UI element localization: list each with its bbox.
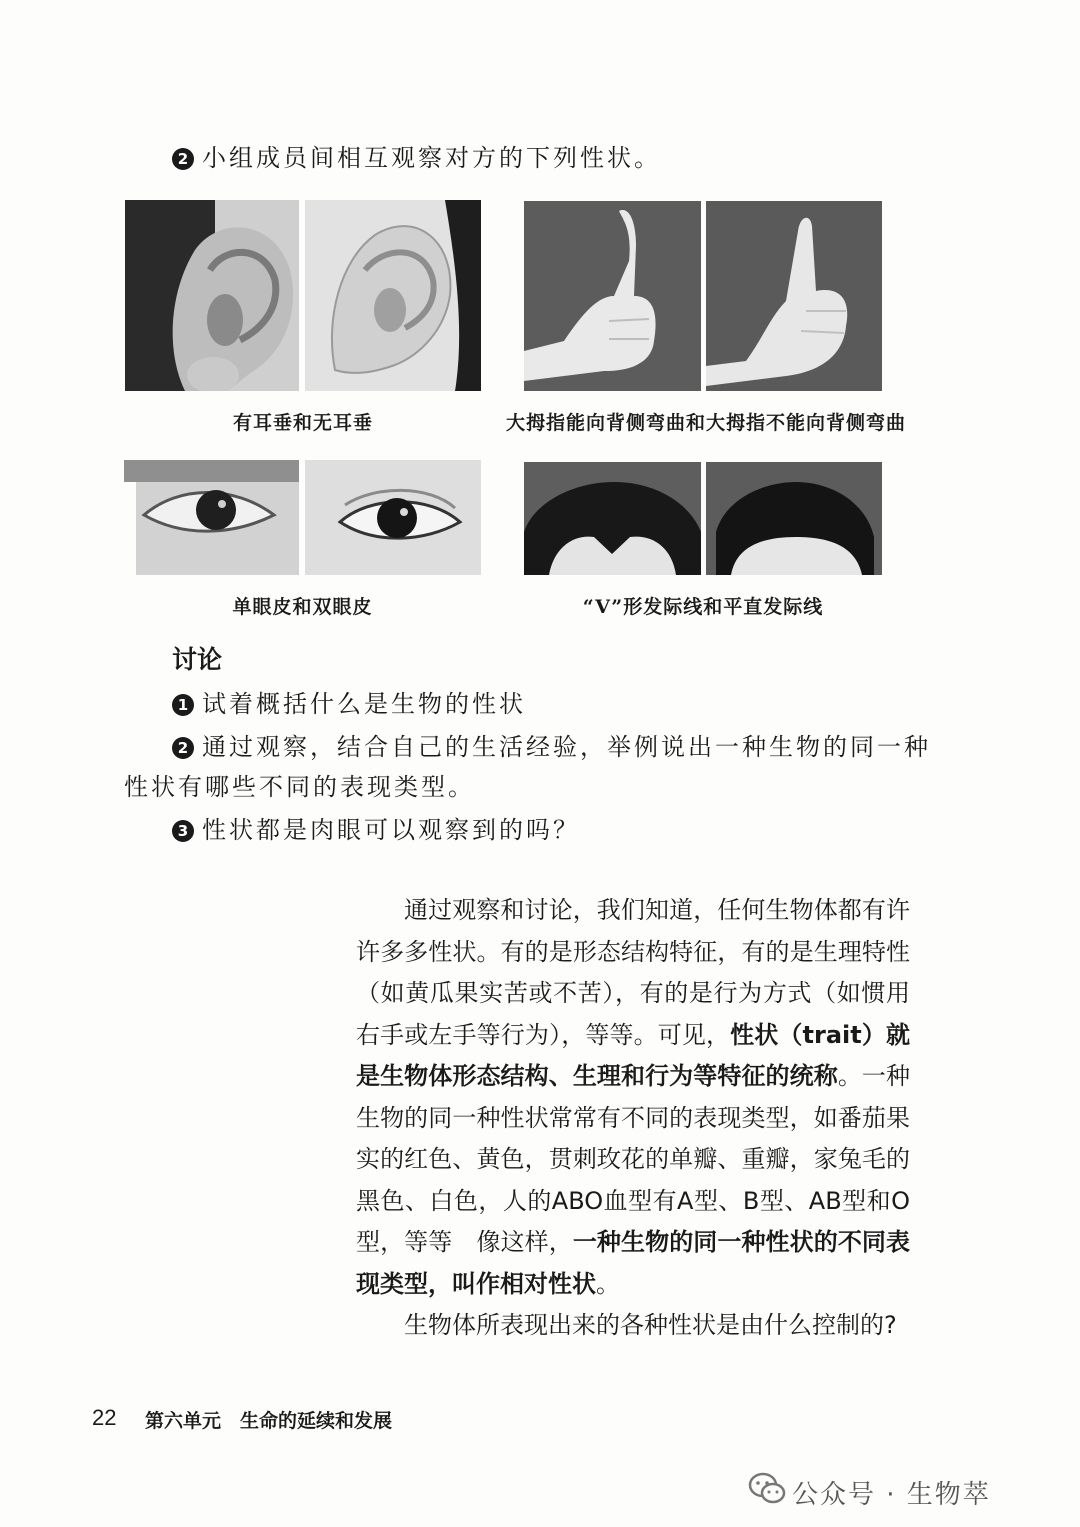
hairline-caption: “V”形发际线和平直发际线 [582, 596, 824, 618]
discussion-question-3 [172, 810, 580, 845]
discussion-question-1 [172, 684, 526, 719]
ear-caption: 有耳垂和无耳垂 [232, 412, 373, 434]
question-number-badge: 1 [172, 694, 194, 716]
straight-hairline-photo [706, 462, 882, 575]
question-number-badge: 2 [172, 737, 194, 759]
body-paragraph-2: 生物体所表现出来的各种性状是由什么控制的? [404, 1311, 897, 1339]
thumb-caption: 大拇指能向背侧弯曲和大拇指不能向背侧弯曲 [506, 412, 907, 434]
discussion-heading: 讨论 [172, 645, 223, 674]
watermark-text: 公众号 · 生物萃 [792, 1480, 991, 1510]
question-2-text-line-1: 通过观察，结合自己的生活经验，举例说出一种生物的同一种 [202, 733, 931, 761]
body-text-run: 。 [596, 1269, 620, 1298]
body-text-run: 通过观察和讨论，我们知道，任何生物体都有许许多多性状。有的是形态结构特征，有的是生理特性（如黄瓜果实苦或不苦），有的是行为方式（如惯用右手或左手等行为），等等。可见， [356, 896, 910, 1049]
ear-without-lobe-photo [305, 200, 481, 391]
step-number-badge: 2 [172, 148, 194, 170]
v-shaped-hairline-photo [524, 462, 701, 575]
relative-trait-definition: 一种生物的同一种性状的不同表现类型，叫作相对性状 [356, 1228, 911, 1298]
body-text-run: 。一种生物的同一种性状常常有不同的表现类型，如番茄果实的红色、黄色，贯刺玫花的单瓣、重瓣，家兔毛的黑色、白色，人的ABO血型有A型、B型、AB型和O型，等等 像这样， [356, 1062, 911, 1256]
question-number-badge: 3 [172, 820, 194, 842]
body-text [356, 890, 910, 1347]
question-3-text: 性状都是肉眼可以观察到的吗？ [202, 816, 580, 844]
page-number: 22 [92, 1405, 117, 1430]
wechat-icon [748, 1472, 786, 1506]
eye-caption: 单眼皮和双眼皮 [232, 596, 373, 618]
unit-title: 第六单元 生命的延续和发展 [145, 1410, 393, 1432]
body-paragraph-1 [356, 890, 910, 1305]
discussion-question-2 [172, 727, 931, 762]
thumb-bendable-photo [524, 201, 701, 391]
step-2-text: 小组成员间相互观察对方的下列性状。 [202, 144, 661, 172]
double-eyelid-photo [305, 460, 481, 575]
discussion-question-2-continuation: 性状有哪些不同的表现类型。 [124, 773, 475, 801]
ear-with-lobe-photo [125, 200, 299, 391]
single-eyelid-photo [124, 460, 299, 575]
trait-definition: 性状（trait）就是生物体形态结构、生理和行为等特征的统称 [356, 1020, 911, 1090]
question-1-text: 试着概括什么是生物的性状 [202, 690, 526, 718]
thumb-not-bendable-photo [706, 201, 882, 391]
step-2-instruction [172, 138, 661, 173]
